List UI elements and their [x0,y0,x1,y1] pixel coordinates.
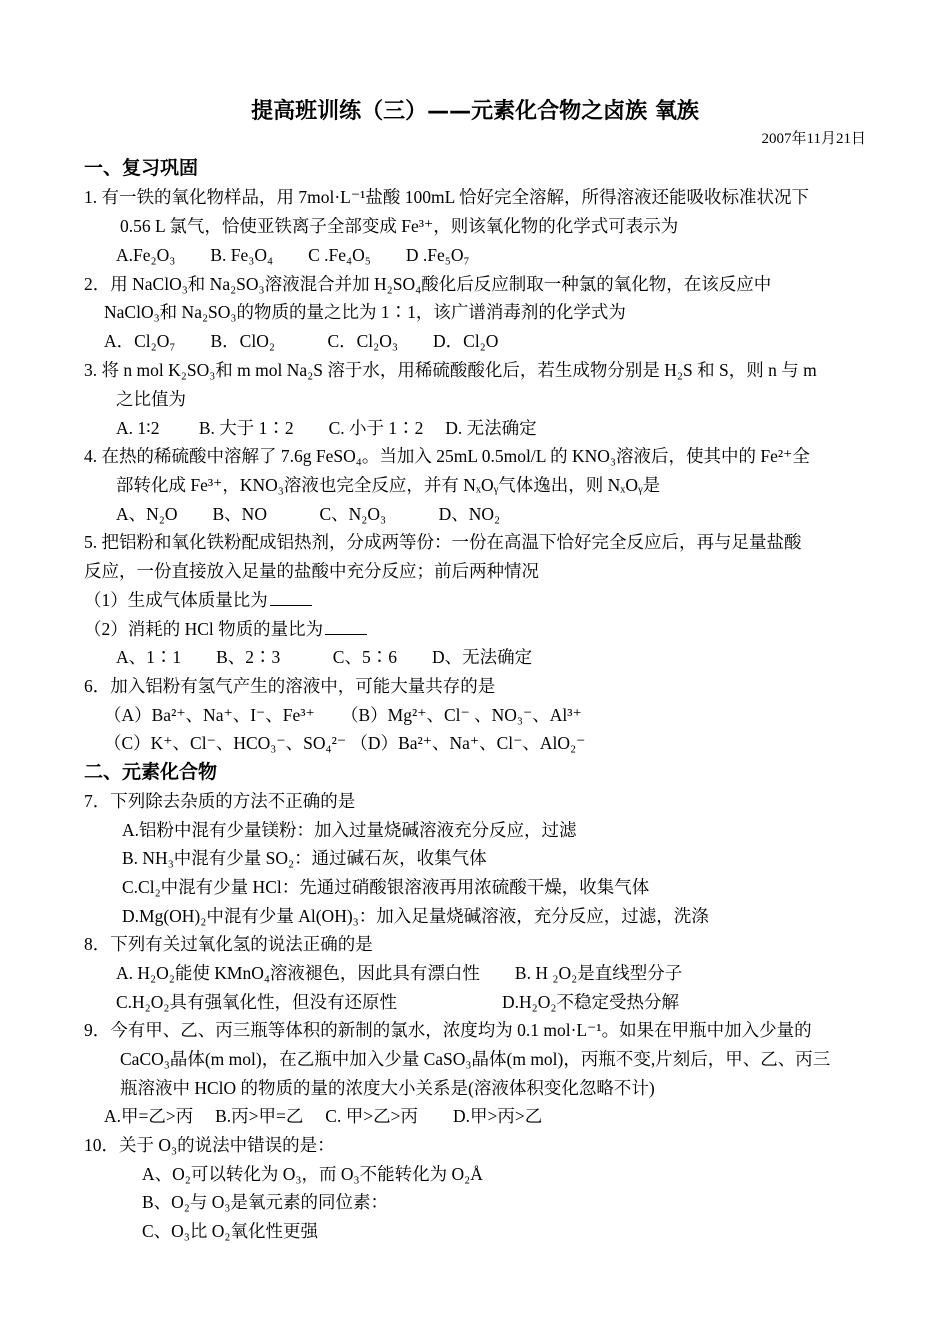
question-10-line-1: 10．关于 O₃的说法中错误的是： [84,1135,335,1155]
question-5-part-2-text: （2）消耗的 HCl 物质的量比为 [84,619,324,639]
question-1-text: 1. 有一铁的氧化物样品，用 7mol·L⁻¹盐酸 100mL 恰好完全溶解，所得溶液还能吸收标准状况下 [84,187,809,207]
question-3-line-1: 3. 将 n mol K₂SO₃和 m mol Na₂S 溶于水，用稀硫酸酸化后，若生成物分别是 H₂S 和 S，则 n 与 m [84,360,817,380]
question-9-line-1: 9．今有甲、乙、丙三瓶等体积的新制的氯水，浓度均为 0.1 mol·L⁻¹。如果在甲瓶中加入少量的 [84,1020,812,1040]
question-5-part-1-text: （1）生成气体质量比为 [84,590,268,610]
page-title: 提高班训练（三）——元素化合物之卤族 氧族 [251,99,699,124]
question-6-options-cd: （C）K⁺、Cl⁻、HCO₃⁻、SO₄²⁻ （D）Ba²⁺、Na⁺、Cl⁻、AlO₂⁻ [104,733,586,753]
question-5-line-1: 5. 把铝粉和氧化铁粉配成铝热剂，分成两等份：一份在高温下恰好完全反应后，再与足量盐酸 [84,532,802,552]
question-4-line-2: 部转化成 Fe³⁺，KNO₃溶液也完全反应，并有 NₓOᵧ气体逸出，则 NₓOᵧ是 [116,475,661,495]
question-5-part-2 [84,617,367,641]
question-5-line-2: 反应，一份直接放入足量的盐酸中充分反应；前后两种情况 [84,561,539,581]
question-2-line-1: 2．用 NaClO₃和 Na₂SO₃溶液混合并加 H₂SO₄酸化后反应制取一种氯的氧化物，在该反应中 [84,274,772,294]
question-7-line-1: 7．下列除去杂质的方法不正确的是 [84,791,356,811]
question-7-option-a: A.铝粉中混有少量镁粉：加入过量烧碱溶液充分反应，过滤 [122,820,577,840]
question-8-options-ab: A. H₂O₂能使 KMnO₄溶液褪色，因此具有漂白性 B. H ₂O₂是直线型分子 [116,963,683,983]
question-10-option-c: C、O₃比 O₂氧化性更强 [142,1221,319,1241]
question-8-options-cd: C.H₂O₂具有强氧化性，但没有还原性 D.H₂O₂不稳定受热分解 [116,992,680,1012]
document-date: 2007年11月21日 [761,131,866,147]
question-9-line-2: CaCO₃晶体(m mol)，在乙瓶中加入少量 CaSO₃晶体(m mol)，丙瓶不变,片刻后，甲、乙、丙三 [120,1049,831,1069]
question-2-line-2: NaClO₃和 Na₂SO₃的物质的量之比为 1∶1，该广谱消毒剂的化学式为 [104,302,626,322]
question-10-option-b: B、O₂与 O₃是氧元素的同位素： [142,1192,389,1212]
question-6-options-ab: （A）Ba²⁺、Na⁺、I⁻、Fe³⁺ （B）Mg²⁺、Cl⁻ 、NO₃⁻、Al³⁺ [104,705,582,725]
question-2-options: A．Cl₂O₇ B．ClO₂ C．Cl₂O₃ D．Cl₂O [104,331,499,351]
question-7-option-b: B. NH₃中混有少量 SO₂：通过碱石灰，收集气体 [122,848,487,868]
question-7-option-d: D.Mg(OH)₂中混有少量 Al(OH)₃：加入足量烧碱溶液，充分反应，过滤，洗涤 [122,906,709,926]
question-9-options: A.甲=乙>丙 B.丙>甲=乙 C. 甲>乙>丙 D.甲>丙>乙 [104,1106,543,1126]
question-3-options: A. 1∶2 B. 大于 1∶2 C. 小于 1∶2 D. 无法确定 [116,418,537,438]
question-1-line-2: 0.56 L 氯气，恰使亚铁离子全部变成 Fe³⁺，则该氧化物的化学式可表示为 [120,216,679,236]
question-3-line-2: 之比值为 [116,389,186,409]
answer-blank [270,589,312,606]
question-4-options: A、N₂O B、NO C、N₂O₃ D、NO₂ [116,504,501,524]
question-1-line-1 [84,185,868,209]
question-4-line-1: 4. 在热的稀硫酸中溶解了 7.6g FeSO₄。当加入 25mL 0.5mol/L 的 KNO₃溶液后，使其中的 Fe²⁺全 [84,446,810,466]
question-5-part-1 [84,588,312,612]
question-5-options: A、1∶1 B、2∶3 C、5∶6 D、无法确定 [116,647,533,667]
question-1-options: A.Fe₂O₃ B. Fe₃O₄ C .Fe₄O₅ D .Fe₅O₇ [116,245,470,265]
question-6-line-1: 6．加入铝粉有氢气产生的溶液中，可能大量共存的是 [84,676,496,696]
answer-blank [325,618,367,635]
section-heading-compounds: 二、元素化合物 [84,761,218,783]
question-8-line-1: 8．下列有关过氧化氢的说法正确的是 [84,934,373,954]
question-9-line-3: 瓶溶液中 HClO 的物质的量的浓度大小关系是(溶液体积变化忽略不计) [120,1078,655,1098]
question-10-option-a: A、O₂可以转化为 O₃，而 O₃不能转化为 O₂Å [142,1164,483,1184]
question-7-option-c: C.Cl₂中混有少量 HCl：先通过硝酸银溶液再用浓硫酸干燥，收集气体 [122,877,650,897]
section-heading-review: 一、复习巩固 [84,157,199,179]
